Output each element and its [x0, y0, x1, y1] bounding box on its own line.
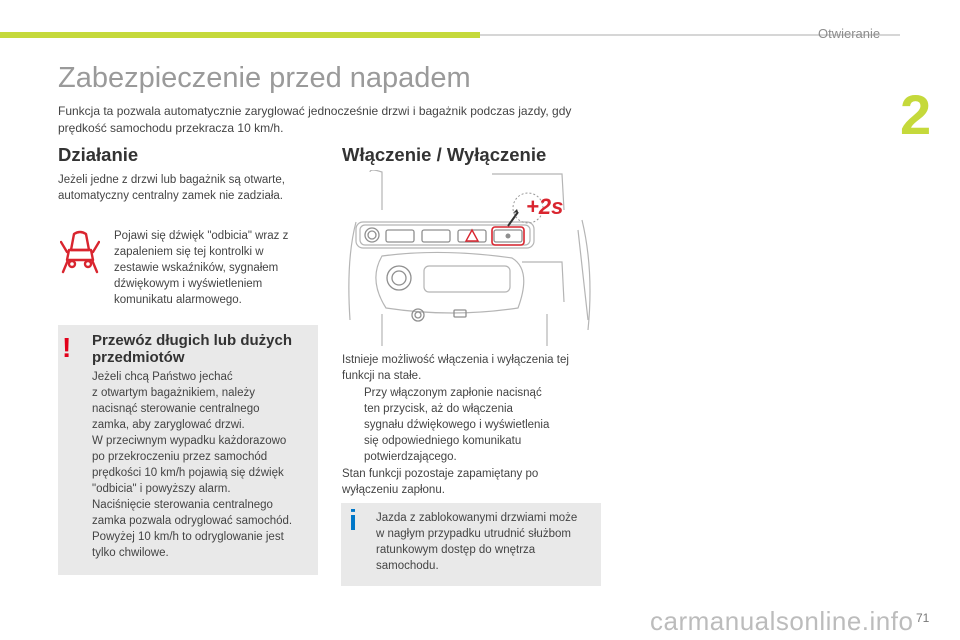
memory-paragraph — [342, 466, 604, 498]
section-label: Otwieranie — [818, 26, 881, 41]
watermark: carmanualsonline.info — [650, 606, 914, 636]
warning-line: W przeciwnym wypadku każdorazowo — [92, 435, 287, 447]
chapter-number: 2 — [900, 83, 932, 146]
warning-text — [92, 369, 317, 561]
page-title: Zabezpieczenie przed napadem — [58, 62, 471, 94]
warning-line: po przekroczeniu przez samochód — [92, 451, 268, 463]
warning-line: tylko chwilowe. — [92, 547, 169, 559]
paragraph-line: funkcji na stałe. — [342, 370, 422, 382]
warning-line: Powyżej 10 km/h to odryglowanie jest — [92, 531, 284, 543]
bullet-line: się odpowiedniego komunikatu — [364, 435, 522, 447]
warning-line: Jeżeli chcą Państwo jechać — [92, 371, 233, 383]
header-accent-bar — [0, 32, 480, 38]
warning-line: zamka pozwala odryglować samochód. — [92, 515, 293, 527]
bullet-line: potwierdzającego. — [364, 451, 457, 463]
info-line: ratunkowym dostęp do wnętrza — [376, 544, 536, 556]
info-text — [376, 510, 598, 574]
bullet-line: ten przycisk, aż do włączenia — [364, 403, 513, 415]
operation-paragraph: Jeżeli jedne z drzwi lub bagażnik są otwarte, automatyczny centralny zamek nie zadziała. — [58, 174, 285, 202]
info-line: samochodu. — [376, 560, 439, 572]
warning-line: prędkości 10 km/h pojawią się dźwięk — [92, 467, 284, 479]
warning-line: Naciśnięcie sterowania centralnego — [92, 499, 273, 511]
page-number: 71 — [916, 611, 930, 625]
info-line: w nagłym przypadku utrudnić służbom — [376, 528, 571, 540]
info-icon: i — [349, 505, 358, 537]
door-open-warning-icon — [60, 228, 100, 278]
intro-text: Funkcja ta pozwala automatycznie zaryglować jednocześnie drzwi i bagażnik podczas jazdy, gdy prędkość samochodu przekracza 10 km/h. — [58, 104, 572, 135]
warning-icon: ! — [62, 332, 72, 363]
bullet-line: sygnału dźwiękowego i wyświetlenia — [364, 419, 550, 431]
dashboard-illustration — [342, 170, 604, 348]
enable-paragraph — [342, 352, 604, 384]
heading-enable-disable: Włączenie / Wyłączenie — [342, 144, 547, 165]
warning-line: "odbicia" i powyższy alarm. — [92, 483, 231, 495]
warning-line: nacisnąć sterowanie centralnego — [92, 403, 260, 415]
info-line: Jazda z zablokowanymi drzwiami może — [376, 512, 578, 524]
paragraph-line: wyłączeniu zapłonu. — [342, 484, 445, 496]
bullet-line: Przy włączonym zapłonie nacisnąć — [364, 387, 542, 399]
paragraph-line: Stan funkcji pozostaje zapamiętany po — [342, 468, 539, 480]
warning-title: Przewóz długich lub dużych przedmiotów — [92, 332, 293, 366]
heading-operation: Działanie — [58, 144, 139, 165]
warning-line: z otwartym bagażnikiem, należy — [92, 387, 255, 399]
list-item — [342, 385, 602, 465]
instruction-list — [342, 385, 602, 465]
paragraph-line: Istnieje możliwość włączenia i wyłączenia tej — [342, 354, 569, 366]
warning-line: zamka, aby zaryglować drzwi. — [92, 419, 245, 431]
plus-2s-badge: +2s — [526, 194, 564, 219]
indicator-note: Pojawi się dźwięk "odbicia" wraz z zapaleniem się tej kontrolki w zestawie wskaźników, sygnałem dźwiękowym i wyświetleniem komunikatu alarmowego. — [114, 230, 289, 306]
